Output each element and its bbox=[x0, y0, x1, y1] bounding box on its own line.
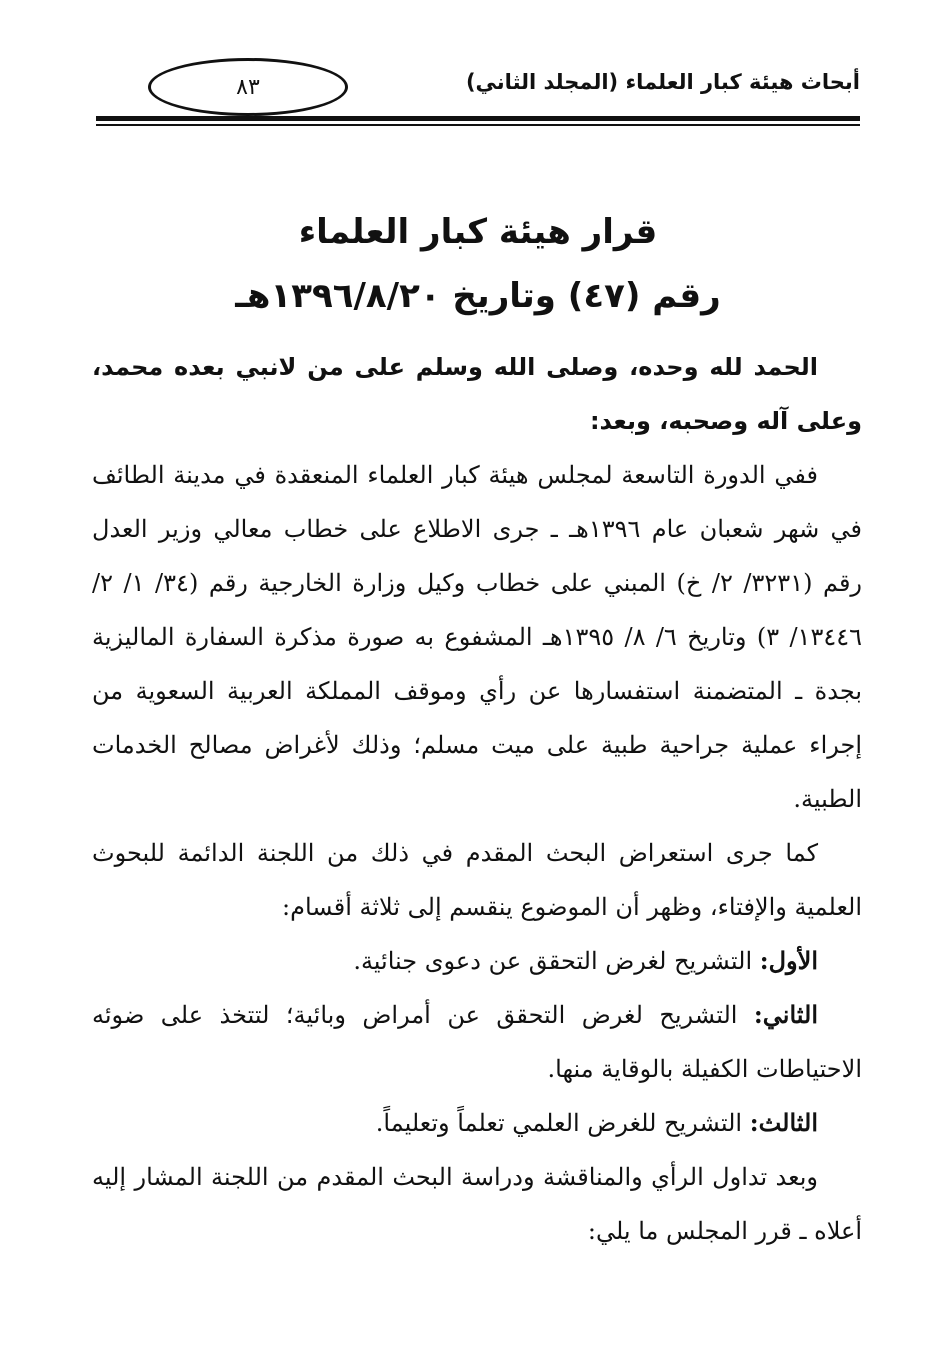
list-item-third-text: التشريح للغرض العلمي تعلماً وتعليماً. bbox=[375, 1109, 750, 1137]
list-item-second-label: الثاني: bbox=[753, 1000, 818, 1029]
running-header bbox=[96, 58, 860, 128]
decision-title-line-1: قرار هيئة كبار العلماء bbox=[298, 212, 658, 252]
paragraph-2: كما جرى استعراض البحث المقدم في ذلك من اللجنة الدائمة للبحوث العلمية والإفتاء، وظهر أن الموضوع ينقسم إلى ثلاثة أقسام: bbox=[92, 839, 862, 921]
page-number: ٨٣ bbox=[148, 58, 348, 116]
list-item-first-text: التشريح لغرض التحقق عن دعوى جنائية. bbox=[353, 947, 760, 975]
paragraph-3: وبعد تداول الرأي والمناقشة ودراسة البحث المقدم من اللجنة المشار إليه أعلاه ـ قرر المجلس ما يلي: bbox=[92, 1163, 862, 1245]
header-rule-thin bbox=[96, 124, 860, 126]
list-item-third bbox=[92, 1096, 862, 1150]
header-rule-thick bbox=[96, 116, 860, 121]
decision-title bbox=[96, 200, 860, 328]
decision-title-line-2: رقم (٤٧) وتاريخ ١٣٩٦/٨/٢٠هـ bbox=[235, 276, 721, 316]
list-item-second bbox=[92, 988, 862, 1096]
body-text bbox=[92, 340, 862, 1258]
list-item-first bbox=[92, 934, 862, 988]
book-title: أبحاث هيئة كبار العلماء (المجلد الثاني) bbox=[465, 70, 860, 94]
list-item-third-label: الثالث: bbox=[749, 1108, 818, 1137]
opening-paragraph: الحمد لله وحده، وصلى الله وسلم على من لانبي بعده محمد، وعلى آله وصحبه، وبعد: bbox=[92, 353, 862, 435]
list-item-first-label: الأول: bbox=[759, 946, 818, 975]
paragraph-1: ففي الدورة التاسعة لمجلس هيئة كبار العلماء المنعقدة في مدينة الطائف في شهر شعبان عام ١٣٩٦هـ ـ جرى الاطلاع على خطاب معالي وزير العدل رقم (٣٢٣١/ ٢/ خ) المبني على خطاب وكيل وزارة الخارجية رقم (٣٤/ ١/ ٢/ ١٣٤٤٦/ ٣) وتاريخ ٦/ ٨/ ١٣٩٥هـ المشفوع به صورة مذكرة السفارة الماليزية بجدة ـ المتضمنة استفسارها عن رأي وموقف المملكة العربية السعوية من إجراء عملية جراحية طبية على ميت مسلم؛ وذلك لأغراض مصالح الخدمات الطبية. bbox=[92, 461, 863, 813]
list-item-second-text: التشريح لغرض التحقق عن أمراض وبائية؛ لتتخذ على ضوئه الاحتياطات الكفيلة بالوقاية منها. bbox=[92, 1001, 862, 1083]
